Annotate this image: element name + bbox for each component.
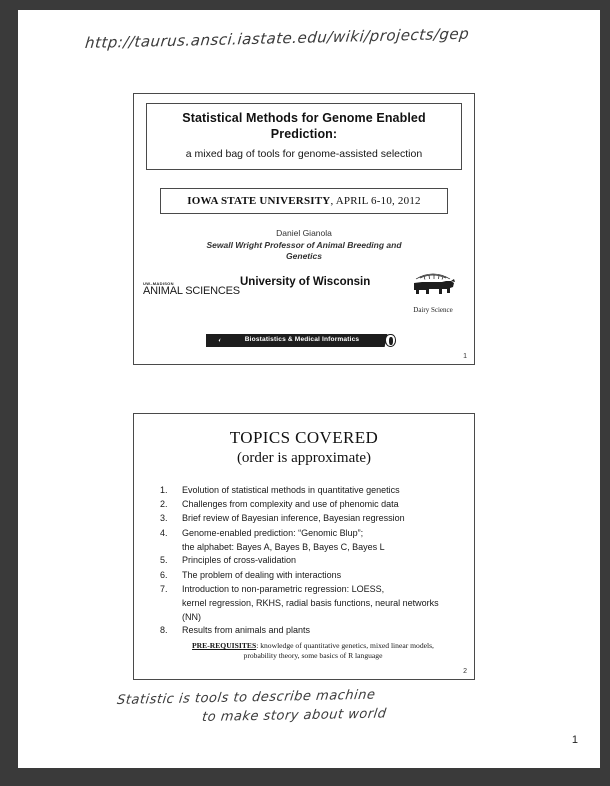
slide2-prerequisites [182, 641, 444, 662]
university-seal-icon [385, 334, 396, 347]
topic-number: 2. [160, 499, 168, 510]
slide2-heading [134, 428, 474, 467]
topic-text: Results from animals and plants [182, 625, 311, 636]
banner-label: Biostatistics & Medical Informatics [244, 335, 360, 343]
slide1-author-block [134, 228, 474, 263]
topic-item [160, 624, 460, 638]
slide1-venue [165, 195, 443, 207]
topic-number: 5. [160, 555, 168, 566]
topic-number: 1. [160, 485, 168, 495]
slide2-subtitle: (order is approximate) [236, 450, 372, 466]
topic-item [160, 527, 460, 541]
slide-topics-covered [133, 413, 475, 680]
animal-sciences-label: ANIMAL SCIENCES [143, 285, 240, 297]
university-of-wisconsin-label: University of Wisconsin [240, 276, 371, 288]
slide1-title-line2: Prediction: [270, 126, 338, 141]
topic-continuation: the alphabet: Bayes A, Bayes B, Bayes C, Bayes L [182, 541, 385, 552]
uw-animal-sciences-logo [143, 282, 240, 298]
prerequisites-label: PRE-REQUISITES [192, 640, 257, 650]
topic-item [160, 484, 460, 498]
topic-item [160, 554, 460, 568]
slide1-logo-row [134, 272, 474, 322]
handwritten-note-line2: to make story about world [201, 706, 388, 726]
topic-number: 3. [160, 513, 168, 524]
topic-text: Introduction to non-parametric regression: LOESS, [182, 583, 385, 594]
topic-number: 6. [160, 569, 168, 580]
topic-text: Challenges from complexity and use of phenomic data [182, 499, 399, 510]
dairy-science-caption: Dairy Science [413, 306, 453, 314]
slide1-venue-date: , APRIL 6-10, 2012 [330, 194, 421, 207]
slide1-title-box [146, 103, 462, 170]
topic-text: Brief review of Bayesian inference, Bayesian regression [182, 513, 405, 524]
handwritten-note-line1: Statistic is tools to describe machine [116, 687, 377, 709]
slide2-title: TOPICS COVERED [229, 428, 379, 447]
slide1-page-number: 1 [463, 353, 467, 360]
slide1-title [153, 111, 455, 142]
topic-text: The problem of dealing with interactions [182, 569, 342, 580]
slide1-venue-institution: IOWA STATE UNIVERSITY [187, 194, 331, 207]
handwritten-url-annotation: http://taurus.ansci.iastate.edu/wiki/projects/gep [84, 24, 471, 53]
topic-number: 4. [160, 527, 168, 538]
topic-number: 8. [160, 625, 168, 636]
dairy-science-logo [402, 270, 464, 314]
slide1-author-name: Daniel Gianola [276, 227, 332, 238]
topic-item [160, 583, 460, 597]
topic-continuation: kernel regression, RKHS, radial basis functions, neural networks (NN) [182, 597, 439, 622]
topic-text: Evolution of statistical methods in quantitative genetics [182, 485, 400, 495]
uw-madison-label: UW–MADISON [143, 281, 174, 286]
topic-item [160, 569, 460, 583]
topic-item [160, 512, 460, 526]
slide1-title-line1: Statistical Methods for Genome Enabled [182, 111, 426, 125]
slide-title-page [133, 93, 475, 365]
biostatistics-banner [206, 334, 402, 348]
cow-icon [402, 270, 464, 300]
topic-item [160, 498, 460, 512]
page-folio-number: 1 [571, 734, 578, 746]
topics-list [160, 484, 460, 638]
topic-text: Principles of cross-validation [182, 555, 297, 566]
slide1-author-role: Sewall Wright Professor of Animal Breeding and Genetics [206, 239, 402, 262]
scanned-page-sheet [18, 10, 600, 768]
topic-text: Genome-enabled prediction: “Genomic Blup”; [182, 527, 364, 538]
topic-number: 7. [160, 583, 168, 594]
slide1-subtitle: a mixed bag of tools for genome-assisted selection [185, 148, 423, 161]
prerequisites-text: : knowledge of quantitative genetics, mixed linear models, probability theory, some basics of R language [243, 640, 434, 661]
slide1-venue-box [160, 188, 448, 214]
slide2-page-number: 2 [463, 668, 467, 675]
